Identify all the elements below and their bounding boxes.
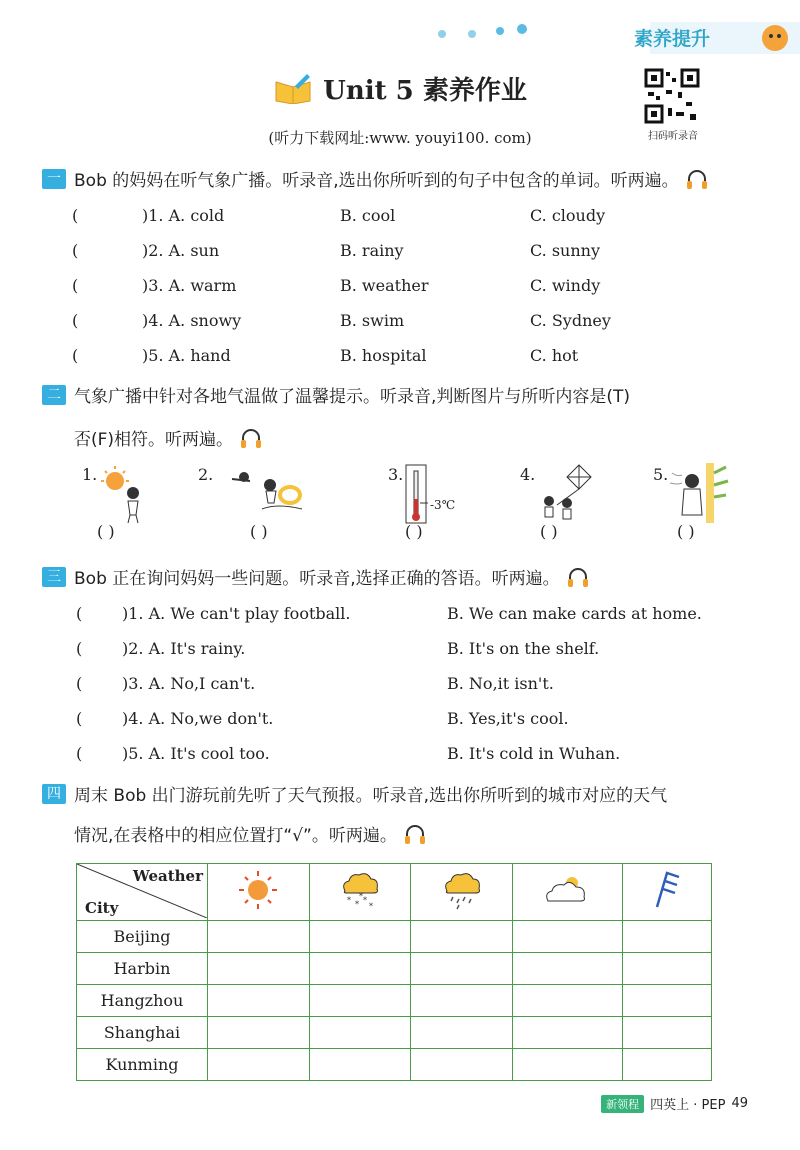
section1-question-row bbox=[72, 206, 752, 225]
city-name: Beijing bbox=[77, 921, 208, 953]
table-row bbox=[77, 1049, 712, 1081]
check-cell[interactable] bbox=[622, 1049, 711, 1081]
picture5-answer[interactable]: ( ) bbox=[677, 522, 695, 541]
qr-label: 扫码听录音 bbox=[648, 131, 698, 142]
option-b: B. No,it isn't. bbox=[447, 674, 554, 693]
check-cell[interactable] bbox=[208, 1017, 310, 1049]
option-a: )5. A. hand bbox=[142, 346, 231, 365]
weather-table bbox=[76, 863, 712, 1081]
option-c: C. Sydney bbox=[530, 311, 611, 330]
section1-question-row bbox=[72, 241, 752, 260]
check-cell[interactable] bbox=[208, 1049, 310, 1081]
answer-blank[interactable]: ( bbox=[72, 241, 79, 260]
sunny-header bbox=[208, 864, 310, 921]
option-c: C. cloudy bbox=[530, 206, 606, 225]
option-b: B. It's on the shelf. bbox=[447, 639, 600, 658]
section2-badge: 二 bbox=[42, 385, 66, 405]
option-b: B. It's cold in Wuhan. bbox=[447, 744, 621, 763]
headphones-icon bbox=[239, 427, 263, 449]
headphones-icon bbox=[685, 168, 709, 190]
option-c: C. sunny bbox=[530, 241, 601, 260]
section2-header bbox=[42, 382, 630, 407]
check-cell[interactable] bbox=[208, 921, 310, 953]
section4-instruction-line2: 情况,在表格中的相应位置打“√”。听两遍。 bbox=[74, 826, 397, 846]
option-a: )4. A. No,we don't. bbox=[122, 709, 274, 728]
check-cell[interactable] bbox=[309, 1017, 411, 1049]
option-a: )4. A. snowy bbox=[142, 311, 242, 330]
title-text: Unit 5 素养作业 bbox=[323, 76, 527, 106]
option-b: B. We can make cards at home. bbox=[447, 604, 702, 623]
section3-header bbox=[42, 564, 590, 589]
sun-child-icon bbox=[95, 463, 205, 525]
check-cell[interactable] bbox=[411, 985, 513, 1017]
table-row bbox=[77, 921, 712, 953]
rainy-icon bbox=[439, 869, 485, 911]
swimming-icon bbox=[222, 463, 332, 525]
section2-instruction-line1: 气象广播中针对各地气温做了温馨提示。听录音,判断图片与所听内容是(T) bbox=[74, 387, 631, 407]
section1-question-row bbox=[72, 311, 752, 330]
option-a: )3. A. No,I can't. bbox=[122, 674, 256, 693]
picture5-number: 5. bbox=[653, 465, 669, 484]
option-a: )3. A. warm bbox=[142, 276, 237, 295]
table-row bbox=[77, 985, 712, 1017]
answer-blank[interactable]: ( bbox=[72, 311, 79, 330]
svg-text:*: * bbox=[362, 896, 367, 905]
option-a: )1. A. We can't play football. bbox=[122, 604, 351, 623]
option-b: B. weather bbox=[340, 276, 429, 295]
corner-cell bbox=[77, 864, 208, 921]
option-b: B. cool bbox=[340, 206, 396, 225]
footer-text: 四英上 · PEP bbox=[650, 1098, 726, 1113]
thermometer-reading: -3℃ bbox=[430, 498, 456, 512]
check-cell[interactable] bbox=[309, 1049, 411, 1081]
check-cell[interactable] bbox=[309, 921, 411, 953]
check-cell[interactable] bbox=[622, 985, 711, 1017]
check-cell[interactable] bbox=[622, 1017, 711, 1049]
option-a: )5. A. It's cool too. bbox=[122, 744, 270, 763]
answer-blank[interactable]: ( bbox=[76, 674, 83, 693]
check-cell[interactable] bbox=[309, 953, 411, 985]
section1-badge: 一 bbox=[42, 169, 66, 189]
check-cell[interactable] bbox=[208, 953, 310, 985]
section1-instruction: Bob 的妈妈在听气象广播。听录音,选出你所听到的句子中包含的单词。听两遍。 bbox=[74, 171, 679, 191]
section4-badge: 四 bbox=[42, 784, 66, 804]
check-cell[interactable] bbox=[309, 985, 411, 1017]
cloudy-header bbox=[512, 864, 622, 921]
check-cell[interactable] bbox=[411, 921, 513, 953]
windy-icon bbox=[647, 869, 687, 911]
city-name: Kunming bbox=[77, 1049, 208, 1081]
section3-instruction: Bob 正在询问妈妈一些问题。听录音,选择正确的答语。听两遍。 bbox=[74, 569, 560, 589]
city-name: Harbin bbox=[77, 953, 208, 985]
section2-instruction-line2: 否(F)相符。听两遍。 bbox=[74, 430, 234, 450]
check-cell[interactable] bbox=[411, 953, 513, 985]
paw-prints-icon bbox=[432, 22, 532, 42]
table-row bbox=[77, 953, 712, 985]
book-pencil-icon bbox=[273, 74, 313, 104]
check-cell[interactable] bbox=[208, 985, 310, 1017]
svg-text:*: * bbox=[358, 892, 363, 901]
check-cell[interactable] bbox=[622, 921, 711, 953]
corner-weather-label: Weather bbox=[132, 867, 203, 885]
section4-header bbox=[42, 781, 667, 806]
windy-header bbox=[622, 864, 711, 921]
headphones-icon bbox=[403, 823, 427, 845]
picture1-number: 1. bbox=[82, 465, 98, 484]
picture2-answer[interactable]: ( ) bbox=[250, 522, 268, 541]
headphones-icon bbox=[566, 566, 590, 588]
snowy-icon bbox=[337, 869, 383, 911]
snowy-header bbox=[309, 864, 411, 921]
option-a: )2. A. sun bbox=[142, 241, 220, 260]
city-name: Hangzhou bbox=[77, 985, 208, 1017]
table-header-row bbox=[77, 864, 712, 921]
corner-city-label: City bbox=[85, 899, 119, 917]
option-c: C. hot bbox=[530, 346, 579, 365]
check-cell[interactable] bbox=[512, 921, 622, 953]
answer-blank[interactable]: ( bbox=[72, 206, 79, 225]
section4-header-line2 bbox=[74, 821, 427, 846]
picture4-number: 4. bbox=[520, 465, 536, 484]
picture3-answer[interactable]: ( ) bbox=[405, 522, 423, 541]
check-cell[interactable] bbox=[411, 1049, 513, 1081]
page-footer bbox=[601, 1094, 748, 1113]
svg-text:*: * bbox=[346, 896, 351, 905]
section1-header bbox=[42, 166, 709, 191]
option-a: )1. A. cold bbox=[142, 206, 225, 225]
rainy-header bbox=[411, 864, 513, 921]
banner-title: 素养提升 bbox=[633, 28, 710, 50]
table-row bbox=[77, 1017, 712, 1049]
answer-blank[interactable]: ( bbox=[72, 276, 79, 295]
section4-instruction-line1: 周末 Bob 出门游玩前先听了天气预报。听录音,选出你所听到的城市对应的天气 bbox=[74, 786, 668, 806]
check-cell[interactable] bbox=[512, 953, 622, 985]
windy-girl-icon bbox=[668, 463, 778, 525]
picture2-number: 2. bbox=[198, 465, 214, 484]
kite-icon bbox=[535, 463, 645, 525]
option-b: B. rainy bbox=[340, 241, 404, 260]
sunny-icon bbox=[235, 869, 281, 911]
svg-text:*: * bbox=[354, 900, 359, 909]
option-b: B. Yes,it's cool. bbox=[447, 709, 569, 728]
picture1-answer[interactable]: ( ) bbox=[97, 522, 115, 541]
answer-blank[interactable]: ( bbox=[72, 346, 79, 365]
option-a: )2. A. It's rainy. bbox=[122, 639, 246, 658]
check-cell[interactable] bbox=[512, 1017, 622, 1049]
option-b: B. swim bbox=[340, 311, 405, 330]
section3-badge: 三 bbox=[42, 567, 66, 587]
check-cell[interactable] bbox=[512, 985, 622, 1017]
picture3-number: 3. bbox=[388, 465, 404, 484]
page-number: 49 bbox=[731, 1096, 748, 1111]
answer-blank[interactable]: ( bbox=[76, 709, 83, 728]
option-c: C. windy bbox=[530, 276, 601, 295]
city-name: Shanghai bbox=[77, 1017, 208, 1049]
check-cell[interactable] bbox=[411, 1017, 513, 1049]
cloudy-icon bbox=[542, 869, 592, 911]
section2-header-line2 bbox=[74, 425, 263, 450]
footer-badge: 新领程 bbox=[601, 1095, 644, 1113]
answer-blank[interactable]: ( bbox=[76, 744, 83, 763]
thermometer-icon bbox=[402, 463, 512, 525]
answer-blank[interactable]: ( bbox=[76, 639, 83, 658]
check-cell[interactable] bbox=[622, 953, 711, 985]
answer-blank[interactable]: ( bbox=[76, 604, 83, 623]
option-b: B. hospital bbox=[340, 346, 427, 365]
download-url: (听力下载网址:www. youyi100. com) bbox=[268, 129, 532, 147]
svg-text:*: * bbox=[368, 902, 373, 911]
picture4-answer[interactable]: ( ) bbox=[540, 522, 558, 541]
check-cell[interactable] bbox=[512, 1049, 622, 1081]
qr-code-icon[interactable] bbox=[644, 68, 700, 124]
